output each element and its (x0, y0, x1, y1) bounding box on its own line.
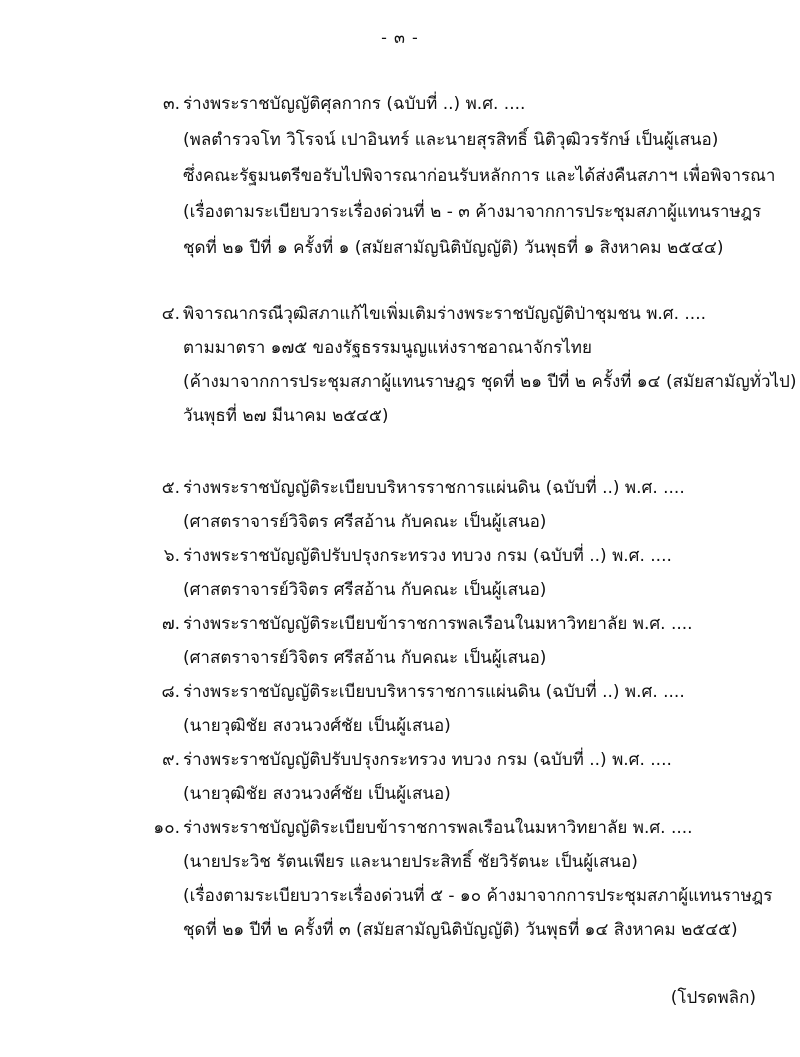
item-note: ซึ่งคณะรัฐมนตรีขอรับไปพิจารณาก่อนรับหลักการ และได้ส่งคืนสภาฯ เพื่อพิจารณา (183, 166, 776, 186)
item-proposer: (ศาสตราจารย์วิจิตร ศรีสอ้าน กับคณะ เป็นผู้เสนอ) (183, 512, 547, 532)
item-note: วันพุธที่ ๒๗ มีนาคม ๒๕๔๕) (183, 406, 389, 426)
item-number: ๕. (161, 478, 180, 498)
item-proposer: (พลตำรวจโท วิโรจน์ เปาอินทร์ และนายสุรสิทธิ์ นิติวุฒิวรรักษ์ เป็นผู้เสนอ) (183, 130, 719, 150)
item-number: ๙. (162, 750, 180, 770)
item-title: ร่างพระราชบัญญัติระเบียบข้าราชการพลเรือนในมหาวิทยาลัย พ.ศ. .... (183, 818, 693, 838)
item-note: (เรื่องตามระเบียบวาระเรื่องด่วนที่ ๒ - ๓ ค้างมาจากการประชุมสภาผู้แทนราษฎร (183, 202, 762, 222)
item-number: ๖. (163, 546, 180, 566)
item-title: ร่างพระราชบัญญัติระเบียบบริหารราชการแผ่นดิน (ฉบับที่ ..) พ.ศ. .... (183, 478, 685, 498)
item-proposer: (นายวุฒิชัย สงวนวงศ์ชัย เป็นผู้เสนอ) (183, 784, 451, 804)
please-turn-over-note: (โปรดพลิก) (670, 988, 756, 1008)
item-proposer: (นายประวิช รัตนเพียร และนายประสิทธิ์ ชัยวิรัตนะ เป็นผู้เสนอ) (183, 852, 638, 872)
item-title: ร่างพระราชบัญญัติปรับปรุงกระทรวง ทบวง กรม (ฉบับที่ ..) พ.ศ. .... (183, 750, 672, 770)
item-title: ร่างพระราชบัญญัติระเบียบบริหารราชการแผ่นดิน (ฉบับที่ ..) พ.ศ. .... (183, 682, 685, 702)
item-note: ชุดที่ ๒๑ ปีที่ ๒ ครั้งที่ ๓ (สมัยสามัญนิติบัญญัติ) วันพุธที่ ๑๔ สิงหาคม ๒๕๔๕) (183, 920, 738, 940)
item-number: ๗. (161, 614, 180, 634)
item-title: ร่างพระราชบัญญัติระเบียบข้าราชการพลเรือนในมหาวิทยาลัย พ.ศ. .... (183, 614, 693, 634)
item-number: ๑๐. (153, 818, 180, 838)
item-note: (เรื่องตามระเบียบวาระเรื่องด่วนที่ ๕ - ๑๐ ค้างมาจากการประชุมสภาผู้แทนราษฎร (183, 886, 773, 906)
item-proposer: (นายวุฒิชัย สงวนวงศ์ชัย เป็นผู้เสนอ) (183, 716, 451, 736)
item-title: ร่างพระราชบัญญัติศุลกากร (ฉบับที่ ..) พ.ศ. .... (183, 94, 526, 114)
item-number: ๘. (161, 682, 180, 702)
item-note: ชุดที่ ๒๑ ปีที่ ๑ ครั้งที่ ๑ (สมัยสามัญนิติบัญญัติ) วันพุธที่ ๑ สิงหาคม ๒๕๔๔) (183, 238, 724, 258)
item-number: ๔. (161, 304, 180, 324)
item-proposer: (ศาสตราจารย์วิจิตร ศรีสอ้าน กับคณะ เป็นผู้เสนอ) (183, 580, 547, 600)
page-number: - ๓ - (381, 28, 419, 47)
item-title: พิจารณากรณีวุฒิสภาแก้ไขเพิ่มเติมร่างพระราชบัญญัติป่าชุมชน พ.ศ. .... (183, 304, 707, 324)
item-title: ร่างพระราชบัญญัติปรับปรุงกระทรวง ทบวง กรม (ฉบับที่ ..) พ.ศ. .... (183, 546, 672, 566)
item-note: ตามมาตรา ๑๗๕ ของรัฐธรรมนูญแห่งราชอาณาจักรไทย (183, 338, 592, 358)
item-note: (ค้างมาจากการประชุมสภาผู้แทนราษฎร ชุดที่ ๒๑ ปีที่ ๒ ครั้งที่ ๑๔ (สมัยสามัญทั่วไป) (183, 372, 797, 392)
item-number: ๓. (162, 94, 180, 114)
item-proposer: (ศาสตราจารย์วิจิตร ศรีสอ้าน กับคณะ เป็นผู้เสนอ) (183, 648, 547, 668)
